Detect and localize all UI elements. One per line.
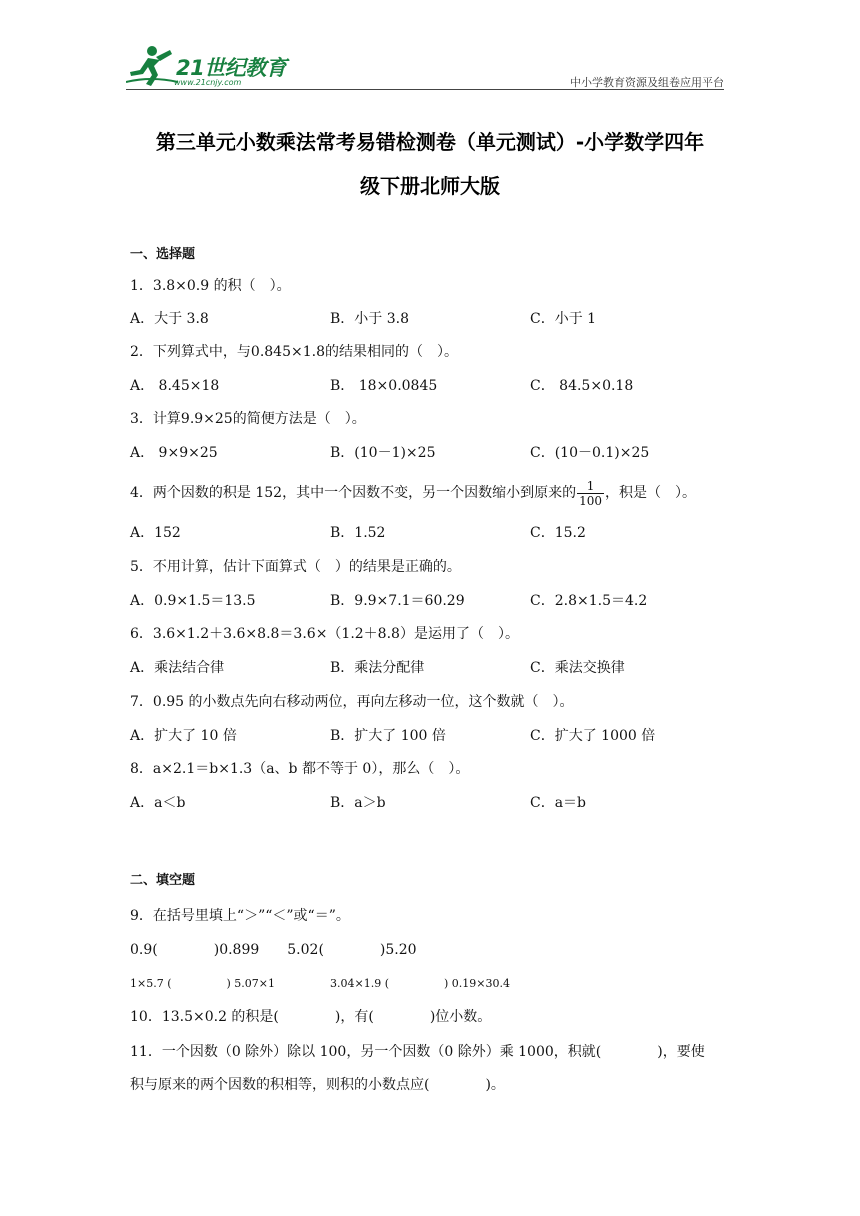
question-11-line-1: 11．一个因数（0 除外）除以 100，另一个因数（0 除外）乘 1000，积就( )，要使 (130, 1044, 705, 1060)
question-6: 6．3.6×1.2＋3.6×8.8＝3.6×（1.2＋8.8）是运用了（ ）。 (130, 626, 519, 642)
q3-option-c: C．(10－0.1)×25 (530, 445, 650, 461)
document-title (126, 120, 734, 208)
question-8: 8．a×2.1＝b×1.3（a、b 都不等于 0），那么（ ）。 (130, 761, 470, 777)
question-11-line-2: 积与原来的两个因数的积相等，则积的小数点应( )。 (130, 1077, 505, 1093)
q3-option-b: B．(10－1)×25 (330, 445, 436, 461)
q9-row-1: 0.9( )0.899 5.02( )5.20 (130, 942, 417, 958)
q4-stem-after: ，积是（ ）。 (604, 485, 696, 501)
q4-fraction-numerator: 1 (577, 479, 604, 494)
q2-option-a: A． 8.45×18 (130, 378, 220, 394)
q4-option-b: B．1.52 (330, 525, 386, 541)
question-1: 1．3.8×0.9 的积（ ）。 (130, 278, 291, 294)
question-3: 3．计算9.9×25的简便方法是（ ）。 (130, 411, 366, 427)
platform-name: 中小学教育资源及组卷应用平台 (570, 76, 724, 89)
q4-fraction-denominator: 100 (579, 493, 602, 508)
logo-text: 21世纪教育 (176, 56, 287, 80)
q5-option-a: A．0.9×1.5＝13.5 (130, 593, 256, 609)
q3-option-a: A． 9×9×25 (130, 445, 218, 461)
q1-option-c: C．小于 1 (530, 311, 597, 327)
q5-option-b: B．9.9×7.1＝60.29 (330, 593, 465, 609)
q2-option-b: B． 18×0.0845 (330, 378, 438, 394)
logo-url: www.21cnjy.com (174, 78, 242, 87)
q6-option-a: A．乘法结合律 (130, 660, 225, 676)
q2-option-c: C． 84.5×0.18 (530, 378, 634, 394)
title-line-2: 级下册北师大版 (360, 174, 500, 198)
section-heading-choice: 一、选择题 (130, 247, 196, 262)
q7-option-a: A．扩大了 10 倍 (130, 728, 237, 744)
q1-option-b: B．小于 3.8 (330, 311, 410, 327)
logo (126, 42, 296, 88)
title-line-1: 第三单元小数乘法常考易错检测卷（单元测试）-小学数学四年 (155, 130, 705, 154)
q4-option-c: C．15.2 (530, 525, 586, 541)
q8-option-b: B．a＞b (330, 795, 386, 811)
q1-option-a: A．大于 3.8 (130, 311, 209, 327)
question-5: 5．不用计算，估计下面算式（ ）的结果是正确的。 (130, 559, 461, 575)
question-9: 9．在括号里填上“＞”“＜”或“＝”。 (130, 908, 350, 924)
question-4 (130, 476, 696, 510)
q8-option-c: C．a＝b (530, 795, 587, 811)
header-divider (126, 89, 724, 90)
page-header (126, 42, 724, 90)
section-heading-fill: 二、填空题 (130, 873, 196, 888)
q4-fraction (577, 479, 604, 508)
q7-option-b: B．扩大了 100 倍 (330, 728, 446, 744)
q9-row-2: 1×5.7 ( ) 5.07×1 3.04×1.9 ( ) 0.19×30.4 (130, 977, 510, 990)
question-7: 7．0.95 的小数点先向右移动两位，再向左移动一位，这个数就（ ）。 (130, 694, 574, 710)
q5-option-c: C．2.8×1.5＝4.2 (530, 593, 648, 609)
q7-option-c: C．扩大了 1000 倍 (530, 728, 656, 744)
q4-stem-before: 4．两个因数的积是 152，其中一个因数不变，另一个因数缩小到原来的 (130, 485, 577, 501)
question-2: 2．下列算式中，与0.845×1.8的结果相同的（ ）。 (130, 344, 458, 360)
q8-option-a: A．a＜b (130, 795, 186, 811)
q6-option-b: B．乘法分配律 (330, 660, 425, 676)
question-10: 10．13.5×0.2 的积是( )，有( )位小数。 (130, 1009, 492, 1025)
q4-option-a: A．152 (130, 525, 181, 541)
q6-option-c: C．乘法交换律 (530, 660, 625, 676)
